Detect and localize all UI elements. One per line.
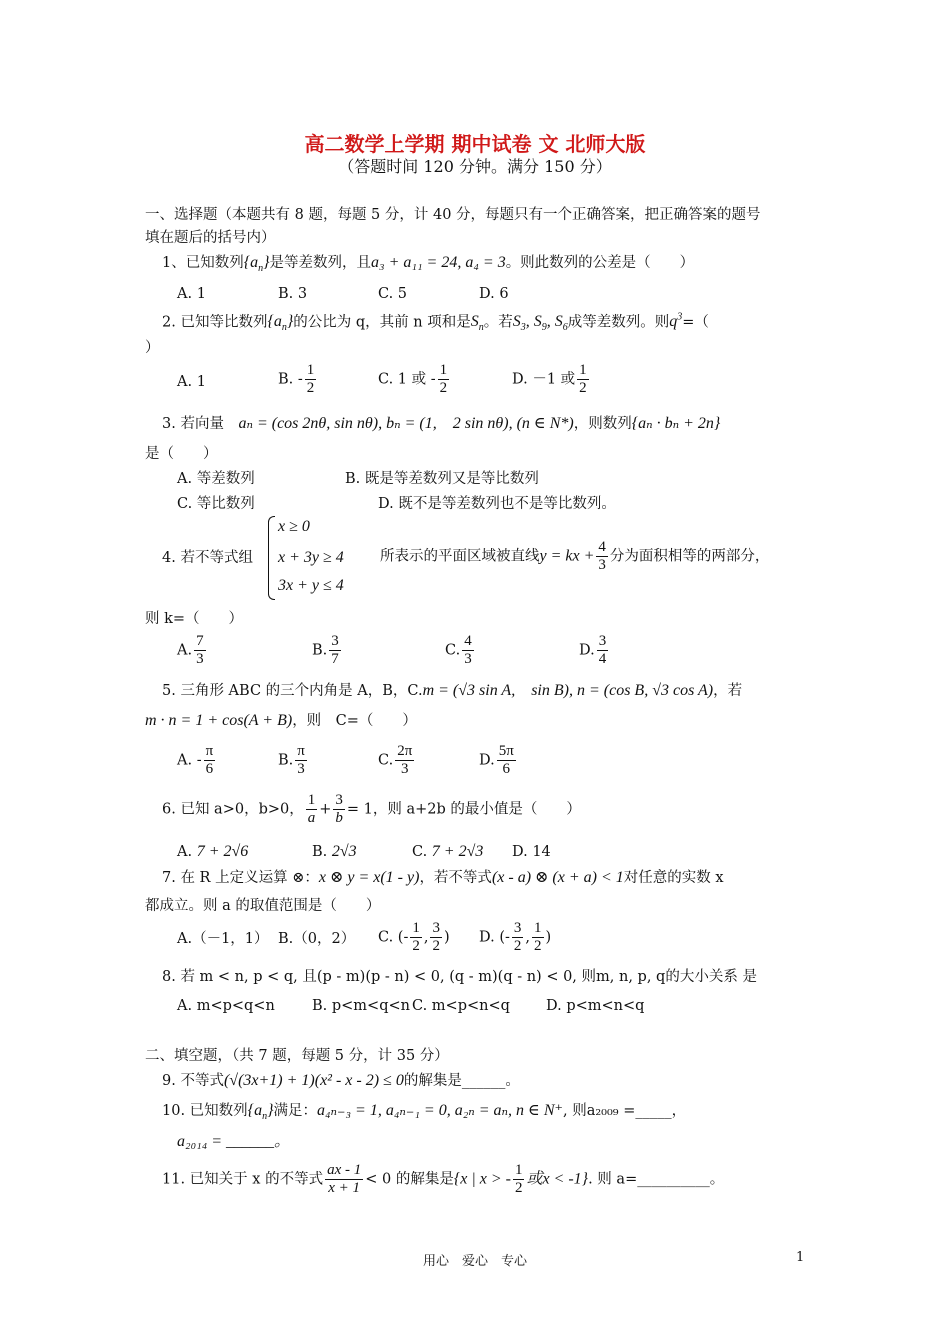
q11-frac-half: $\frac{1}{2}$ bbox=[514, 1162, 523, 1196]
q4-line: y = kx + bbox=[539, 547, 595, 565]
q3-option-b: B. 既是等差数列又是等比数列 bbox=[345, 471, 539, 487]
q7-mid: ，若不等式 bbox=[419, 870, 492, 886]
q2-seq: $\{a_n\}$ bbox=[267, 313, 294, 334]
q7-pre: 7. 在 R 上定义运算 ⊗： bbox=[162, 870, 319, 886]
q5-line2 bbox=[145, 712, 417, 730]
q2-close-paren: ） bbox=[145, 340, 160, 356]
q4-ineq1: x ≥ 0 bbox=[278, 518, 310, 535]
q2-post: =（ bbox=[682, 314, 709, 331]
q5-post: ，若 bbox=[713, 683, 743, 699]
q4-pre: 4. 若不等式组 bbox=[162, 550, 253, 566]
q4-option-a: A. $\frac{7}{3}$ bbox=[177, 633, 204, 667]
question-1 bbox=[162, 254, 694, 278]
q5-vecs: m = (√3 sin A, sin B), n = (cos B, √3 cos A) bbox=[422, 682, 714, 699]
q7-optc-label: C. bbox=[378, 929, 394, 946]
q9-post: 的解集是______。 bbox=[403, 1073, 520, 1089]
question-8: 8. 若 m < n, p < q, 且(p - m)(p - n) < 0, (q - m)(q - n) < 0, 则m, n, p, q的大小关系 是 bbox=[162, 969, 757, 985]
page-number: 1 bbox=[796, 1250, 805, 1265]
q1-cond: a₃ + a₁₁ = 24, a₄ = 3 bbox=[371, 254, 506, 271]
q4-mid: 所表示的平面区域被直线 bbox=[380, 548, 540, 565]
q2-frac-half-c: $\frac{1}{2}$ bbox=[439, 362, 448, 396]
question-7 bbox=[162, 869, 724, 887]
q2-optd-label: D. －1 或 bbox=[512, 371, 576, 388]
q5-option-c: C. $\frac{2\pi}{3}$ bbox=[378, 743, 413, 777]
question-3 bbox=[162, 415, 720, 433]
fill-question-11 bbox=[162, 1162, 724, 1197]
q6-optc-label: C. bbox=[412, 844, 428, 860]
question-2 bbox=[162, 309, 709, 338]
q1-option-d: D. 6 bbox=[479, 286, 509, 302]
q5-option-a: A. - $\frac{\pi}{6}$ bbox=[177, 743, 214, 777]
q11-pre: 11. 已知关于 x 的不等式 bbox=[162, 1171, 324, 1188]
q10-ask2: a₂₀₁₄ = ______。 bbox=[177, 1133, 291, 1150]
q2-option-a: A. 1 bbox=[177, 374, 206, 390]
q7-optd-label: D. bbox=[479, 929, 495, 946]
section1-heading: 一、选择题（本题共有 8 题，每题 5 分，计 40 分，每题只有一个正确答案，把正确答案的题号 bbox=[145, 207, 761, 223]
q7-option-d: D. (- $\frac{3}{2}$ , $\frac{1}{2}$ ) bbox=[479, 920, 552, 954]
q1-option-b: B. 3 bbox=[278, 286, 308, 302]
q3-option-c: C. 等比数列 bbox=[177, 496, 255, 512]
q2-pre: 2. 已知等比数列 bbox=[162, 314, 268, 331]
q7-ineq: (x - a) ⊗ (x + a) < 1 bbox=[491, 869, 624, 886]
q10-mid: 满足： bbox=[273, 1103, 317, 1119]
q2-mid2: 。若 bbox=[483, 314, 513, 331]
q5-option-b: B. $\frac{\pi}{3}$ bbox=[278, 743, 305, 777]
q4-ineq2: x + 3y ≥ 4 bbox=[278, 549, 344, 566]
q5-pre: 5. 三角形 ABC 的三个内角是 A，B，C. bbox=[162, 683, 423, 699]
q7-post: 对任意的实数 x bbox=[623, 870, 724, 886]
q6-opta-value: 7 + 2√6 bbox=[196, 843, 249, 860]
q2-frac-half-d: $\frac{1}{2}$ bbox=[579, 362, 587, 396]
q1-post: 。则此数列的公差是（ ） bbox=[505, 255, 695, 271]
q3-formula: aₙ = (cos 2nθ, sin nθ), bₙ = (1, 2 sin nθ), (n ∈ N*) bbox=[238, 415, 574, 432]
section1-heading-cont: 填在题后的括号内） bbox=[145, 230, 276, 246]
q11-frac: $\frac{ax - 1}{x + 1}$ bbox=[327, 1162, 362, 1196]
q1-option-a: A. 1 bbox=[177, 286, 206, 302]
q7-option-b: B.（0，2） bbox=[278, 931, 356, 947]
q11-set2: 或x < -1} bbox=[526, 1170, 589, 1188]
q6-frac-3b: $\frac{3}{b}$ bbox=[335, 792, 343, 826]
q2-frac-half: $\frac{1}{2}$ bbox=[306, 362, 315, 396]
q2-option-d bbox=[512, 362, 591, 397]
q1-seq: $\{a_n\}$ bbox=[243, 254, 270, 275]
q2-option-c bbox=[378, 362, 451, 397]
q2-s369: $S_3$, $S_9$, $S_6$ bbox=[512, 313, 568, 334]
page-title: 高二数学上学期 期中试卷 文 北师大版 bbox=[304, 132, 646, 156]
q6-option-c bbox=[412, 843, 483, 861]
q4-post: 分为面积相等的两部分， bbox=[609, 548, 770, 565]
q6-option-d: D. 14 bbox=[512, 844, 551, 860]
q7-option-c: C. (- $\frac{1}{2}$ , $\frac{3}{2}$ ) bbox=[378, 920, 450, 954]
q9-formula: (√(3x+1) + 1)(x² - x - 2) ≤ 0 bbox=[223, 1072, 404, 1089]
q4-line2: 则 k=（ ） bbox=[145, 611, 244, 627]
q10-formula: a₄ₙ₋₃ = 1, a₄ₙ₋₁ = 0, a₂ₙ = aₙ, n ∈ N⁺ bbox=[316, 1102, 563, 1119]
q5-option-d: D. $\frac{5\pi}{6}$ bbox=[479, 743, 514, 777]
q3-mid: ，则数列 bbox=[573, 416, 632, 432]
q2-q3: $q^3$ bbox=[669, 312, 683, 331]
question-5 bbox=[162, 682, 742, 700]
q3-pre: 3. 若向量 bbox=[162, 416, 224, 432]
q6-optc-value: 7 + 2√3 bbox=[431, 843, 484, 860]
q11-post: . 则 a=__________。 bbox=[588, 1171, 725, 1188]
q4-option-b: B. $\frac{3}{7}$ bbox=[312, 633, 339, 667]
page-subtitle: （答题时间 120 分钟。满分 150 分） bbox=[338, 157, 612, 176]
q3-option-d: D. 既不是等差数列也不是等比数列。 bbox=[378, 496, 616, 512]
q8-option-d: D. p<m<n<q bbox=[546, 998, 645, 1014]
footer-motto: 用心 爱心 专心 bbox=[422, 1254, 527, 1269]
q11-mid: < 0 的解集是 bbox=[365, 1171, 454, 1188]
q1-pre: 1、已知数列 bbox=[162, 255, 244, 271]
question-6: 6. 已知 a>0，b>0， $\frac{1}{a}$ + $\frac{3}{b}$ = 1，则 a+2b 的最小值是（ ） bbox=[162, 792, 581, 826]
q6-pre: 6. 已知 a>0，b>0， bbox=[162, 801, 304, 818]
q1-option-c: C. 5 bbox=[378, 286, 408, 302]
q6-optb-label: B. bbox=[312, 844, 328, 860]
system-brace bbox=[268, 516, 275, 600]
q10-ask1: , 则a₂₀₀₉ =_____， bbox=[562, 1103, 687, 1119]
q8-option-c: C. m<p<n<q bbox=[412, 998, 510, 1014]
q2-optb-label: B. - bbox=[278, 371, 303, 388]
q6-frac-1a: $\frac{1}{a}$ bbox=[307, 792, 316, 826]
q2-option-b bbox=[278, 362, 318, 397]
q7-line2: 都成立。则 a 的取值范围是（ ） bbox=[145, 898, 381, 914]
section2-heading: 二、填空题，（共 7 题，每题 5 分，计 35 分） bbox=[145, 1048, 449, 1064]
fill-question-9 bbox=[162, 1072, 520, 1090]
q7-def: x ⊗ y = x(1 - y) bbox=[318, 869, 420, 886]
q6-opta-label: A. bbox=[177, 844, 193, 860]
q8-option-a: A. m<p<q<n bbox=[177, 998, 275, 1014]
q2-sn: $S_n$ bbox=[470, 313, 484, 334]
q3-line2: 是（ ） bbox=[145, 446, 218, 462]
q6-post: = 1，则 a+2b 的最小值是（ ） bbox=[346, 801, 581, 818]
q10-pre: 10. 已知数列 bbox=[162, 1103, 248, 1119]
q4-option-d: D. $\frac{3}{4}$ bbox=[579, 633, 607, 667]
q4-option-c: C. $\frac{4}{3}$ bbox=[445, 633, 472, 667]
q6-option-a bbox=[177, 843, 248, 861]
q6-optb-value: 2√3 bbox=[331, 843, 357, 860]
q2-mid3: 成等差数列。则 bbox=[567, 314, 670, 331]
q3-option-a: A. 等差数列 bbox=[177, 471, 255, 487]
q1-mid: 是等差数列，且 bbox=[269, 255, 372, 271]
q2-mid: 的公比为 q，其前 n 项和是 bbox=[293, 314, 471, 331]
q3-seq: {aₙ · bₙ + 2n} bbox=[631, 415, 721, 432]
q2-optc-label: C. 1 或 - bbox=[378, 371, 436, 388]
fill-question-10 bbox=[162, 1102, 686, 1126]
q4-ineq3: 3x + y ≤ 4 bbox=[278, 577, 344, 594]
q11-set: {x | x > - bbox=[453, 1170, 511, 1188]
q8-option-b: B. p<m<q<n bbox=[312, 998, 410, 1014]
q5-cond: m · n = 1 + cos(A + B) bbox=[145, 712, 293, 729]
q7-option-a: A.（－1，1） bbox=[177, 931, 269, 947]
question-4 bbox=[380, 539, 769, 574]
q9-pre: 9. 不等式 bbox=[162, 1073, 224, 1089]
q10-seq: $\{a_n\}$ bbox=[247, 1102, 274, 1123]
q4-frac: $\frac{4}{3}$ bbox=[598, 539, 606, 573]
q6-option-b bbox=[312, 843, 357, 861]
q5-ask: ，则 C=（ ） bbox=[292, 713, 417, 729]
